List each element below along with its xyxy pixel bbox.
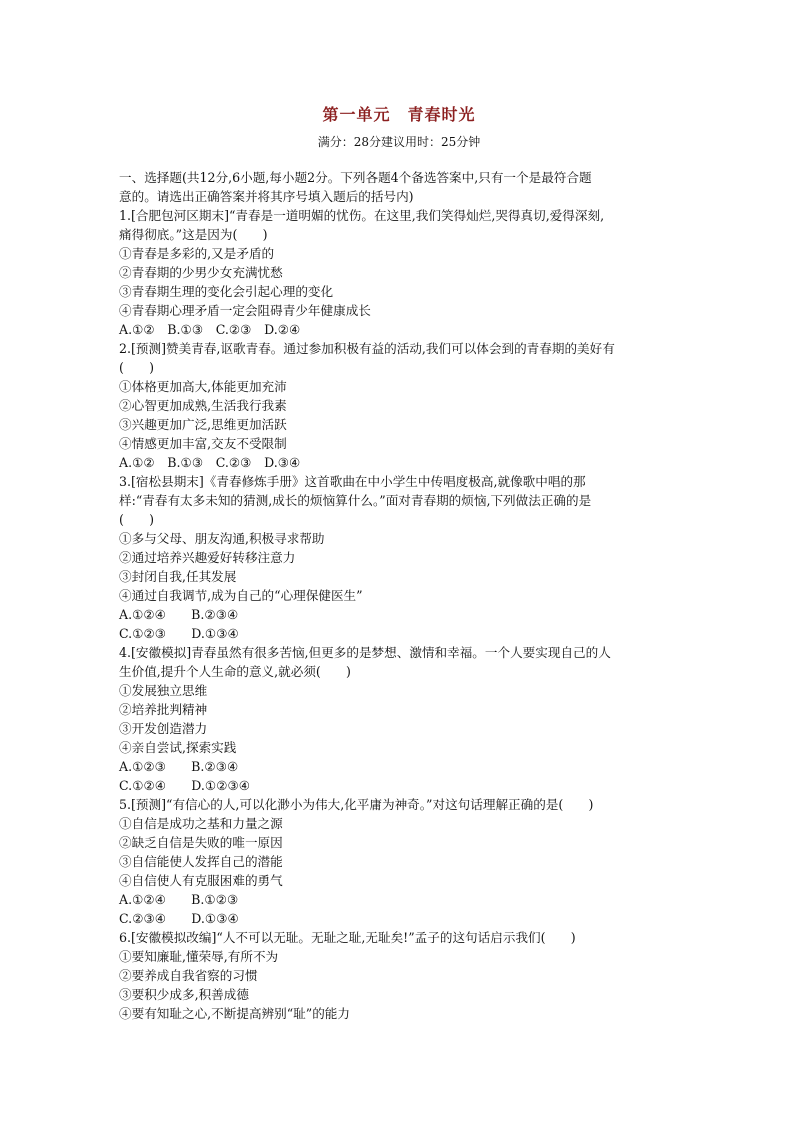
answer-options: A.①② B.①③ C.②③ D.②④ (119, 322, 301, 337)
question-stem: 痛得彻底。”这是因为( ) (119, 227, 268, 242)
question-statement: ③要积少成多,积善成德 (119, 987, 249, 1002)
page-title: 第一单元 青春时光 (322, 105, 476, 124)
question-statement: ①要知廉耻,懂荣辱,有所不为 (119, 949, 279, 964)
question-statement: ④亲自尝试,探索实践 (119, 740, 237, 755)
question-statement: ②通过培养兴趣爱好转移注意力 (119, 550, 296, 565)
question-stem: 生价值,提升个人生命的意义,就必须( ) (119, 664, 351, 679)
question-stem: 2.[预测]赞美青春,讴歌青春。通过参加积极有益的活动,我们可以体会到的青春期的美好有 (119, 341, 615, 356)
question-statement: ①发展独立思维 (119, 683, 208, 698)
section-intro (119, 168, 679, 206)
section-intro-line: 意的。请选出正确答案并将其序号填入题后的括号内) (119, 189, 414, 204)
question-5 (119, 795, 679, 928)
answer-options: A.①②④ B.②③④ (119, 607, 239, 622)
answer-options: A.①②③ B.②③④ (119, 759, 239, 774)
answer-options: A.①② B.①③ C.②③ D.③④ (119, 455, 301, 470)
question-statement: ④青春期心理矛盾一定会阻碍青少年健康成长 (119, 303, 371, 318)
question-statement: ③兴趣更加广泛,思维更加活跃 (119, 417, 287, 432)
answer-options: C.①②④ D.①②③④ (119, 778, 251, 793)
question-statement: ②青春期的少男少女充满忧愁 (119, 265, 283, 280)
question-statement: ①体格更加高大,体能更加充沛 (119, 379, 287, 394)
question-3 (119, 472, 679, 643)
answer-options: C.②③④ D.①③④ (119, 911, 239, 926)
question-stem: ( ) (119, 360, 155, 375)
question-6 (119, 928, 679, 1023)
question-statement: ②缺乏自信是失败的唯一原因 (119, 835, 283, 850)
question-statement: ③青春期生理的变化会引起心理的变化 (119, 284, 334, 299)
question-stem: ( ) (119, 512, 155, 527)
question-2 (119, 339, 679, 472)
question-statement: ④通过自我调节,成为自己的“心理保健医生” (119, 588, 363, 603)
section-intro-line: 一、选择题(共12分,6小题,每小题2分。下列各题4个备选答案中,只有一个是最符合题 (119, 170, 592, 185)
question-4 (119, 643, 679, 795)
question-stem: 1.[合肥包河区期末]“青春是一道明媚的忧伤。在这里,我们笑得灿烂,哭得真切,爱得深刻, (119, 208, 605, 223)
question-statement: ②培养批判精神 (119, 702, 208, 717)
question-stem: 6.[安徽模拟改编]“人不可以无耻。无耻之耻,无耻矣!”孟子的这句话启示我们( ) (119, 930, 576, 945)
question-stem: 3.[宿松县期末]《青春修炼手册》这首歌曲在中小学生中传唱度极高,就像歌中唱的那 (119, 474, 586, 489)
question-list (119, 206, 679, 1023)
question-1 (119, 206, 679, 339)
question-statement: ③封闭自我,任其发展 (119, 569, 237, 584)
question-statement: ②要养成自我省察的习惯 (119, 968, 258, 983)
document-page (119, 104, 679, 1023)
question-statement: ②心智更加成熟,生活我行我素 (119, 398, 287, 413)
question-statement: ③自信能使人发挥自己的潜能 (119, 854, 283, 869)
question-statement: ④自信使人有克服困难的勇气 (119, 873, 283, 888)
question-statement: ①青春是多彩的,又是矛盾的 (119, 246, 275, 261)
question-stem: 样:“青春有太多未知的猜测,成长的烦恼算什么。”面对青春期的烦恼,下列做法正确的是 (119, 493, 592, 508)
question-statement: ①自信是成功之基和力量之源 (119, 816, 283, 831)
page-subtitle: 满分：28分建议用时：25分钟 (317, 135, 481, 149)
question-statement: ③开发创造潜力 (119, 721, 208, 736)
question-statement: ①多与父母、朋友沟通,积极寻求帮助 (119, 531, 325, 546)
question-stem: 5.[预测]“有信心的人,可以化渺小为伟大,化平庸为神奇。”对这句话理解正确的是( ) (119, 797, 594, 812)
answer-options: C.①②③ D.①③④ (119, 626, 239, 641)
answer-options: A.①②④ B.①②③ (119, 892, 239, 907)
question-statement: ④要有知耻之心,不断提高辨别“耻”的能力 (119, 1006, 350, 1021)
question-stem: 4.[安徽模拟]青春虽然有很多苦恼,但更多的是梦想、激情和幸福。一个人要实现自己的人 (119, 645, 611, 660)
question-statement: ④情感更加丰富,交友不受限制 (119, 436, 287, 451)
